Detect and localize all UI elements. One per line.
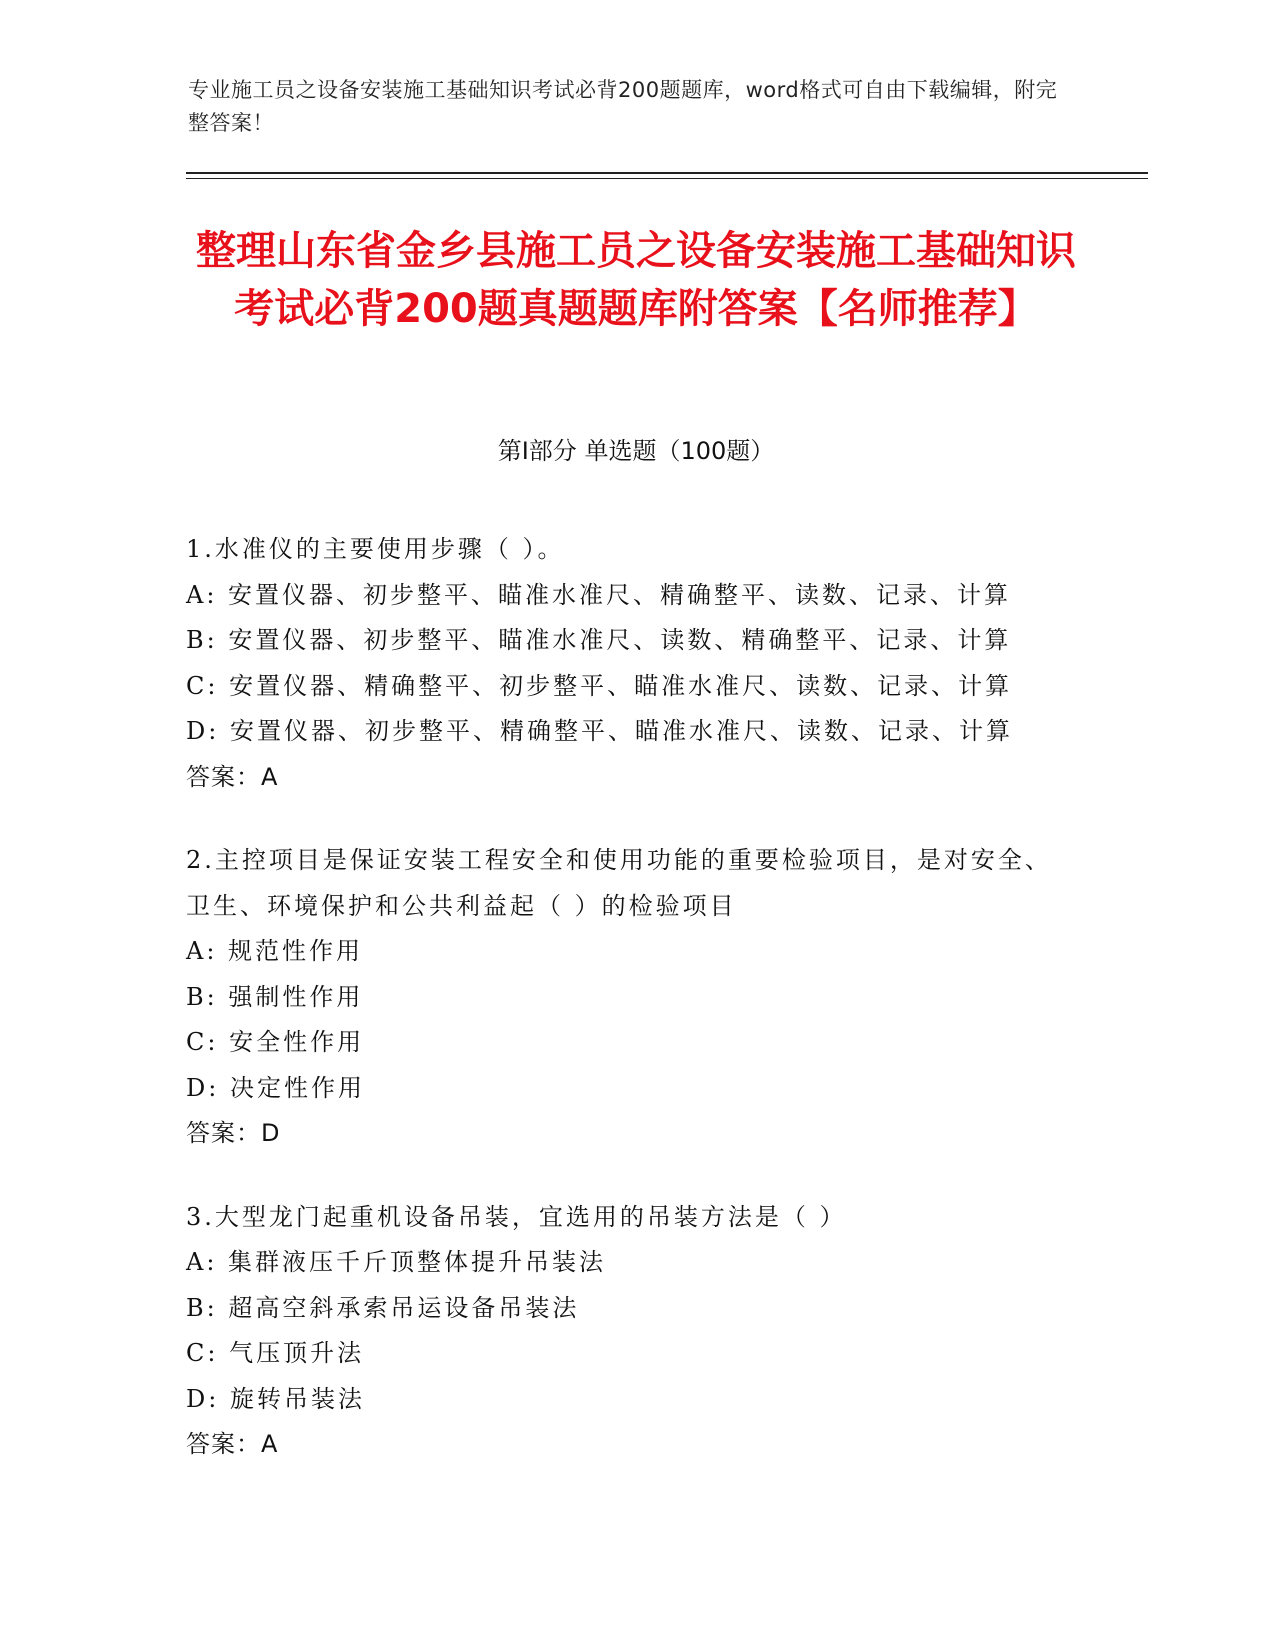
question-stem: 1.水准仪的主要使用步骤（ ）。	[186, 535, 565, 563]
header-divider-thick	[186, 172, 1148, 174]
answer-line: 答案：A	[186, 762, 279, 791]
document-title: 整理山东省金乡县施工员之设备安装施工基础知识考试必背200题真题题库附答案【名师推荐】	[196, 228, 1076, 332]
option-c: C: 安置仪器、精确整平、初步整平、瞄准水准尺、读数、记录、计算	[186, 671, 1013, 700]
question-stem: 2.主控项目是保证安装工程安全和使用功能的重要检验项目，是对安全、卫生、环境保护和公共利益起（ ）的检验项目	[186, 846, 1052, 920]
section-heading: 第Ⅰ部分 单选题（100题）	[497, 437, 775, 465]
option-d: D: 安置仪器、初步整平、精确整平、瞄准水准尺、读数、记录、计算	[186, 717, 1013, 745]
option-b: B: 强制性作用	[186, 982, 364, 1011]
header-note: 专业施工员之设备安装施工基础知识考试必背200题题库，word格式可自由下载编辑，附完整答案！	[188, 78, 1058, 135]
option-c: C: 气压顶升法	[186, 1339, 365, 1367]
option-a: A: 安置仪器、初步整平、瞄准水准尺、精确整平、读数、记录、计算	[186, 580, 1012, 609]
option-a: A: 集群液压千斤顶整体提升吊装法	[186, 1248, 607, 1276]
answer-line: 答案：D	[186, 1119, 281, 1147]
answer-line: 答案：A	[186, 1430, 279, 1458]
question-stem: 3.大型龙门起重机设备吊装，宜选用的吊装方法是（ ）	[186, 1202, 847, 1231]
question-list	[186, 527, 1086, 1506]
question-item	[186, 838, 1086, 1157]
option-c: C: 安全性作用	[186, 1028, 365, 1056]
question-item	[186, 527, 1086, 800]
question-item	[186, 1195, 1086, 1468]
option-b: B: 超高空斜承索吊运设备吊装法	[186, 1293, 580, 1322]
option-b: B: 安置仪器、初步整平、瞄准水准尺、读数、精确整平、记录、计算	[186, 626, 1012, 654]
option-d: D: 决定性作用	[186, 1073, 365, 1102]
option-d: D: 旋转吊装法	[186, 1384, 365, 1413]
header-divider-thin	[186, 178, 1148, 179]
option-a: A: 规范性作用	[186, 937, 364, 965]
